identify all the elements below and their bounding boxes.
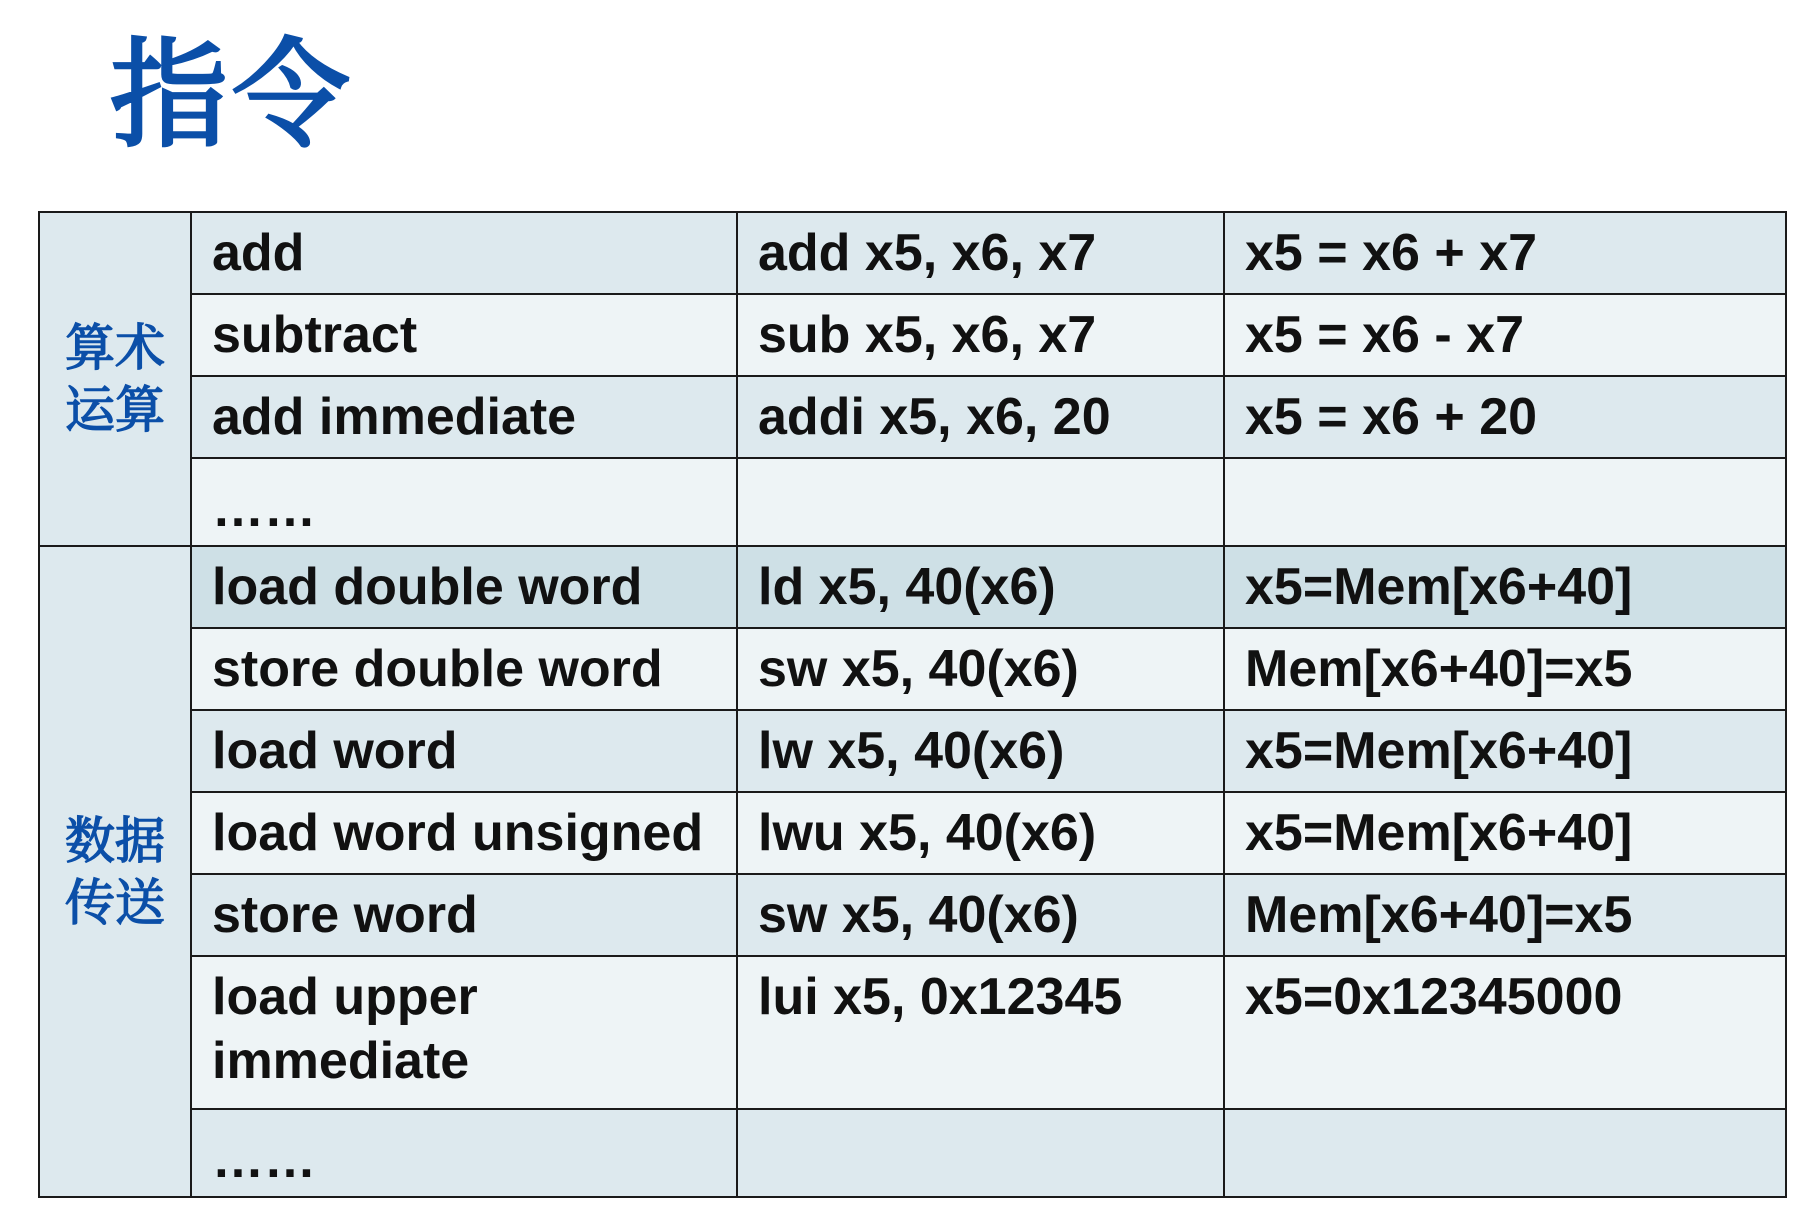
instruction-meaning — [1224, 458, 1786, 546]
slide-title: 指令 — [110, 26, 355, 164]
table-row — [39, 956, 1786, 1109]
table-row — [39, 628, 1786, 710]
instruction-meaning: x5=Mem[x6+40] — [1224, 792, 1786, 874]
instruction-meaning: x5 = x6 + x7 — [1224, 212, 1786, 294]
instruction-name: subtract — [191, 294, 737, 376]
table-row — [39, 458, 1786, 546]
instruction-meaning: x5 = x6 - x7 — [1224, 294, 1786, 376]
table-row — [39, 376, 1786, 458]
instruction-example: lw x5, 40(x6) — [737, 710, 1224, 792]
instruction-example — [737, 458, 1224, 546]
instruction-example: sub x5, x6, x7 — [737, 294, 1224, 376]
table-row — [39, 1109, 1786, 1197]
instruction-example: add x5, x6, x7 — [737, 212, 1224, 294]
instruction-meaning: x5 = x6 + 20 — [1224, 376, 1786, 458]
instruction-name: load word — [191, 710, 737, 792]
instruction-name: store word — [191, 874, 737, 956]
instruction-meaning: Mem[x6+40]=x5 — [1224, 874, 1786, 956]
table-row — [39, 212, 1786, 294]
instruction-meaning: x5=Mem[x6+40] — [1224, 546, 1786, 628]
instruction-name: store double word — [191, 628, 737, 710]
instruction-name: load word unsigned — [191, 792, 737, 874]
instruction-name: load double word — [191, 546, 737, 628]
instruction-example: ld x5, 40(x6) — [737, 546, 1224, 628]
instruction-example: sw x5, 40(x6) — [737, 874, 1224, 956]
instruction-example: sw x5, 40(x6) — [737, 628, 1224, 710]
instruction-meaning — [1224, 1109, 1786, 1197]
instruction-example — [737, 1109, 1224, 1197]
instruction-example: addi x5, x6, 20 — [737, 376, 1224, 458]
instruction-meaning: Mem[x6+40]=x5 — [1224, 628, 1786, 710]
instruction-meaning: x5=Mem[x6+40] — [1224, 710, 1786, 792]
table-row — [39, 792, 1786, 874]
table-row — [39, 546, 1786, 628]
instruction-example: lwu x5, 40(x6) — [737, 792, 1224, 874]
instruction-name: add — [191, 212, 737, 294]
table-row — [39, 874, 1786, 956]
category-data-transfer: 数据 传送 — [39, 546, 191, 1197]
category-arithmetic: 算术 运算 — [39, 212, 191, 546]
instruction-meaning: x5=0x12345000 — [1224, 956, 1786, 1109]
instruction-name: add immediate — [191, 376, 737, 458]
instruction-table — [38, 211, 1787, 1198]
instruction-example: lui x5, 0x12345 — [737, 956, 1224, 1109]
instruction-name: …… — [191, 1109, 737, 1197]
instruction-name: …… — [191, 458, 737, 546]
table-row — [39, 710, 1786, 792]
instruction-name: load upper immediate — [191, 956, 737, 1109]
table-row — [39, 294, 1786, 376]
